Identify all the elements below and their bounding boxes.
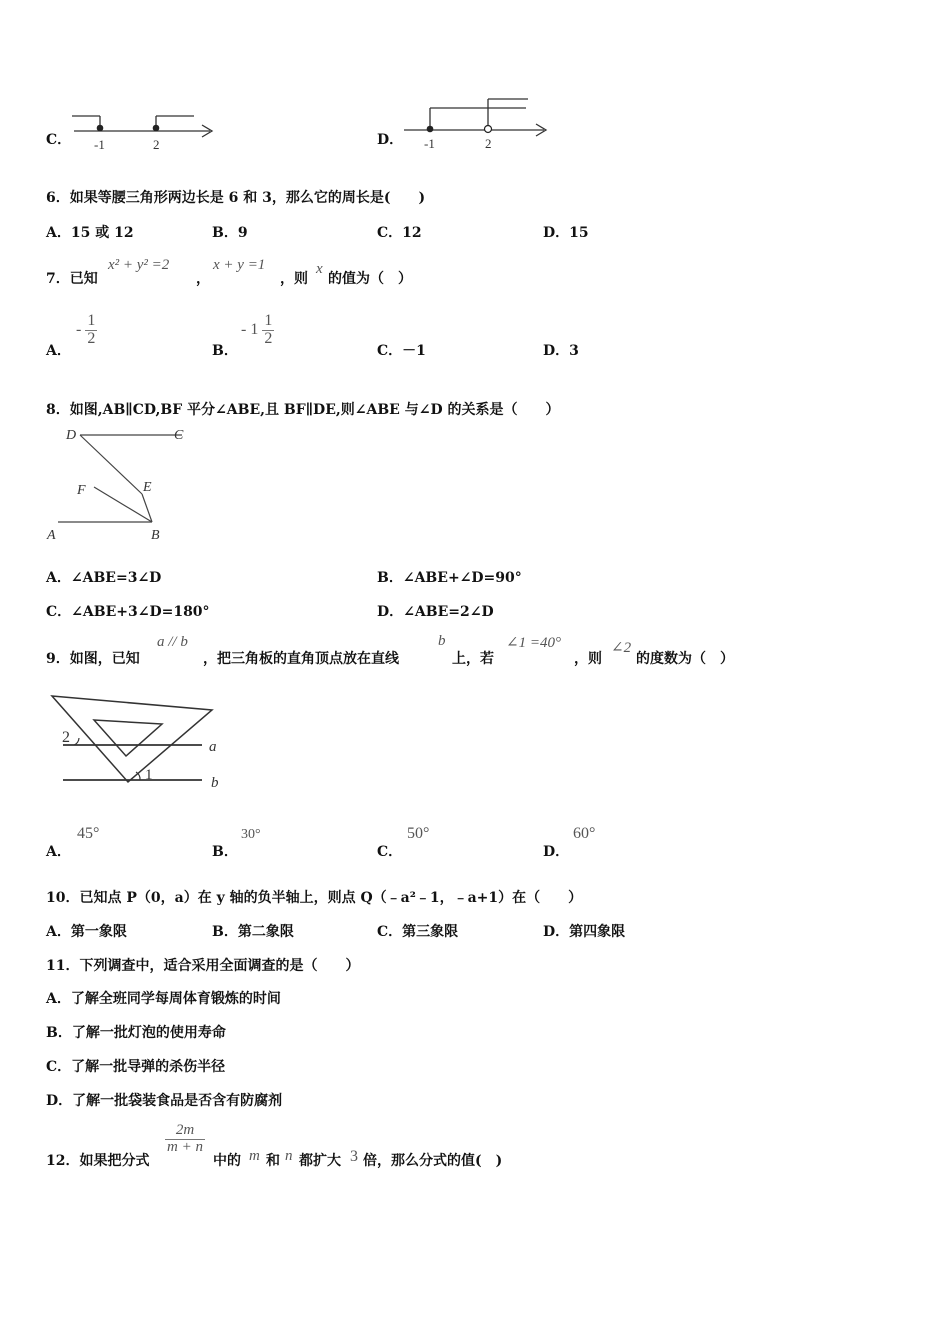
q7-option-c: C．－1 [377,343,426,359]
q9-prefix: 9．如图，已知 [46,651,140,667]
q8-option-d: D．∠ABE=2∠D [377,604,494,620]
q5-option-c-numberline [70,106,220,154]
q5-option-c-label: C． [46,132,72,148]
q8-option-b: B．∠ABE+∠D=90° [377,570,522,586]
q9-line-b: b [438,633,446,649]
q12-prefix: 12．如果把分式 [46,1153,150,1169]
q11-option-a: A．了解全班同学每周体育锻炼的时间 [46,991,281,1007]
svg-text:C: C [174,428,184,443]
q8-option-a: A．∠ABE=3∠D [46,570,162,586]
q9-option-a-label: A． [46,844,71,860]
q7-option-b-value: - 1 $\frac{1}{2}$ [241,312,273,347]
q9-mid1: ，把三角板的直角顶点放在直线 [203,651,399,667]
q6-option-a: A．15 或 12 [46,225,134,241]
q5-c-tick-neg1: -1 [94,137,105,152]
q7-option-a-label: A． [46,343,71,359]
svg-text:A: A [47,528,56,543]
svg-text:E: E [143,480,152,495]
q7-sep: ， [196,271,210,287]
q6-stem: 6．如果等腰三角形两边长是 6 和 3，那么它的周长是( ) [46,190,426,206]
q7-equation-1: x² + y² =2 [108,257,170,273]
svg-text:D: D [66,428,77,443]
svg-text:1: 1 [145,767,153,783]
q8-stem: 8．如图,AB∥CD,BF 平分∠ABE,且 BF∥DE,则∠ABE 与∠D 的关系是（ ） [46,402,560,418]
q9-option-c-value: 50° [407,825,430,842]
svg-text:B: B [151,528,160,543]
q10-option-d: D．第四象限 [543,924,626,940]
q11-option-d: D．了解一批袋装食品是否含有防腐剂 [46,1093,283,1109]
q12-suffix: 倍，那么分式的值( ) [363,1153,503,1169]
q7-mid: ，则 [280,271,308,287]
q9-target-angle: ∠2 [611,640,632,656]
q10-stem: 10．已知点 P（0，a）在 y 轴的负半轴上，则点 Q（﹣a²﹣1，﹣a+1）在（ ） [46,890,583,906]
q12-mid2: 都扩大 [299,1153,341,1169]
q5-option-d-label: D． [377,132,404,148]
q12-three: 3 [350,1148,358,1165]
q7-suffix: 的值为（ ） [328,271,412,287]
svg-text:F: F [77,483,86,498]
q11-stem: 11．下列调查中，适合采用全面调查的是（ ） [46,958,360,974]
q11-option-c: C．了解一批导弹的杀伤半径 [46,1059,226,1075]
q7-option-b-label: B． [212,343,238,359]
q10-option-a: A．第一象限 [46,924,127,940]
q9-option-b-value: 30° [241,827,261,842]
q12-and: 和 [266,1153,280,1169]
q5-c-tick-2: 2 [153,137,160,152]
q7-option-d: D．3 [543,343,579,359]
q9-suffix: 的度数为（ ） [636,651,734,667]
q7-option-a-value: - $\frac{1}{2}$ [76,312,96,347]
q9-option-d-label: D． [543,844,570,860]
svg-text:b: b [211,775,219,791]
q12-var-n: n [285,1148,293,1164]
q7-var-x: x [316,261,323,277]
q9-option-b-label: B． [212,844,238,860]
q5-d-tick-2: 2 [485,136,492,151]
q9-mid3: ，则 [574,651,602,667]
svg-text:a: a [209,739,217,755]
q12-mid1: 中的 [213,1153,241,1169]
q6-option-c: C．12 [377,225,422,241]
q11-option-b: B．了解一批灯泡的使用寿命 [46,1025,226,1041]
svg-text:2: 2 [62,729,70,746]
q12-fraction: $\frac{2m}{m + n}$ [167,1122,203,1155]
q9-mid2: 上，若 [452,651,494,667]
q9-option-a-value: 45° [77,825,100,842]
q9-option-c-label: C． [377,844,403,860]
q9-option-d-value: 60° [573,825,596,842]
q8-option-c: C．∠ABE+3∠D=180° [46,604,210,620]
q9-figure [46,688,231,798]
q9-condition-angle: ∠1 =40° [506,635,561,651]
q7-prefix: 7．已知 [46,271,98,287]
q5-option-d-numberline [400,96,555,154]
q9-condition-parallel: a // b [157,634,188,650]
q6-option-b: B．9 [212,225,248,241]
q12-var-m: m [249,1148,260,1164]
q7-equation-2: x + y =1 [213,257,266,273]
q10-option-c: C．第三象限 [377,924,459,940]
q6-option-d: D．15 [543,225,589,241]
q5-d-tick-neg1: -1 [424,136,435,151]
q8-figure [44,424,204,548]
q10-option-b: B．第二象限 [212,924,294,940]
